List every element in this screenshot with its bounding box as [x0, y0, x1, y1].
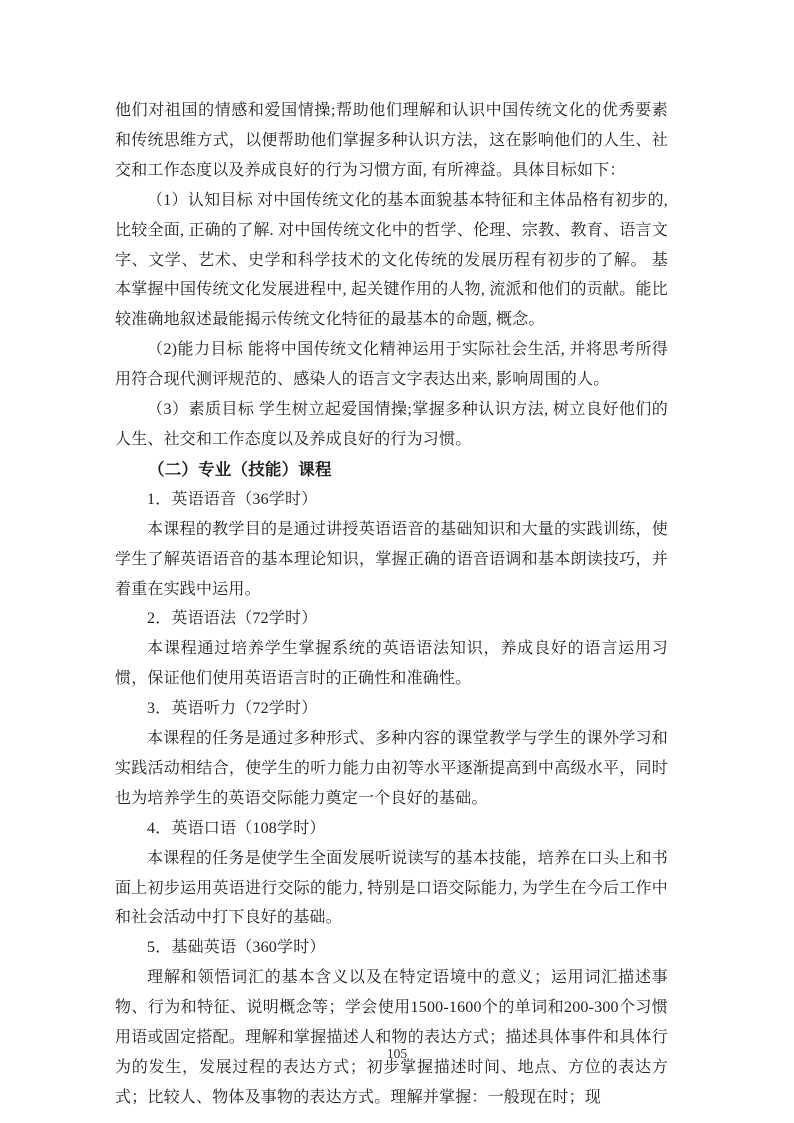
paragraph-phonetics-description: 本课程的教学目的是通过讲授英语语音的基础知识和大量的实践训练，使学生了解英语语音的基本理论知识，掌握正确的语音语调和基本朗读技巧，并着重在实践中运用。: [115, 520, 668, 598]
paragraph-speaking-description: 本课程的任务是使学生全面发展听说读写的基本技能，培养在口头上和书面上初步运用英语进行交际的能力, 特别是口语交际能力, 为学生在今后工作中和社会活动中打下良好的基础。: [115, 849, 668, 927]
paragraph-continuation: 他们对祖国的情感和爱国情操;帮助他们理解和认识中国传统文化的优秀要素和传统思维方式，以便帮助他们掌握多种认识方法，这在影响他们的人生、社交和工作态度以及养成良好的行为习惯方面, 有所禆益。具体目标如下：: [115, 102, 668, 179]
course-item-basic-english: 5．基础英语（360学时）: [147, 939, 326, 957]
paragraph-cognitive-goal: （1）认知目标 对中国传统文化的基本面貌基本特征和主体品格有初步的, 比较全面, 正确的了解. 对中国传统文化中的哲学、伦理、宗教、教育、语言文字、文学、艺术、史学和科学技术的文化传统的发展历程有初步的了解。 基本掌握中国传统文化发展进程中, 起关键作用的人物, 流派和他们的贡献。能比较准确地叙述最能揭示传统文化特征的最基本的命题, 概念。: [115, 191, 668, 329]
paragraph-grammar-description: 本课程通过培养学生掌握系统的英语语法知识，养成良好的语言运用习惯，保证他们使用英语语言时的正确性和准确性。: [115, 640, 668, 688]
course-item-english-phonetics: 1．英语语音（36学时）: [147, 490, 318, 508]
course-item-english-speaking: 4．英语口语（108学时）: [147, 819, 326, 837]
document-body: [115, 96, 668, 1113]
course-item-english-listening: 3．英语听力（72学时）: [147, 700, 318, 718]
page-number: 105: [386, 1046, 408, 1061]
paragraph-ability-goal: （2)能力目标 能将中国传统文化精神运用于实际社会生活, 并将思考所得用符合现代测评规范的、感染人的语言文字表达出来, 影响周围的人。: [115, 341, 668, 389]
paragraph-quality-goal: （3）素质目标 学生树立起爱国情操;掌握多种认识方法, 树立良好他们的人生、社交和工作态度以及养成良好的行为习惯。: [115, 401, 668, 448]
paragraph-listening-description: 本课程的任务是通过多种形式、多种内容的课堂教学与学生的课外学习和实践活动相结合，使学生的听力能力由初等水平逐渐提高到中高级水平，同时也为培养学生的英语交际能力奠定一个良好的基础。: [115, 730, 668, 807]
paragraph-basic-english-description: 理解和领悟词汇的基本含义以及在特定语境中的意义；运用词汇描述事物、行为和特征、说明概念等；学会使用1500-1600个的单词和200-300个习惯用语或固定搭配。理解和掌握描述人和物的表达方式；描述具体事件和具体行为的发生，发展过程的表达方式；初步掌握描述时间、地点、方位的表达方式；比较人、物体及事物的表达方式。理解并掌握：一般现在时；现: [115, 969, 668, 1106]
section-heading-professional-courses: （二）专业（技能）课程: [148, 459, 332, 479]
course-item-english-grammar: 2．英语语法（72学时）: [147, 610, 318, 628]
page-footer: [0, 1046, 794, 1062]
